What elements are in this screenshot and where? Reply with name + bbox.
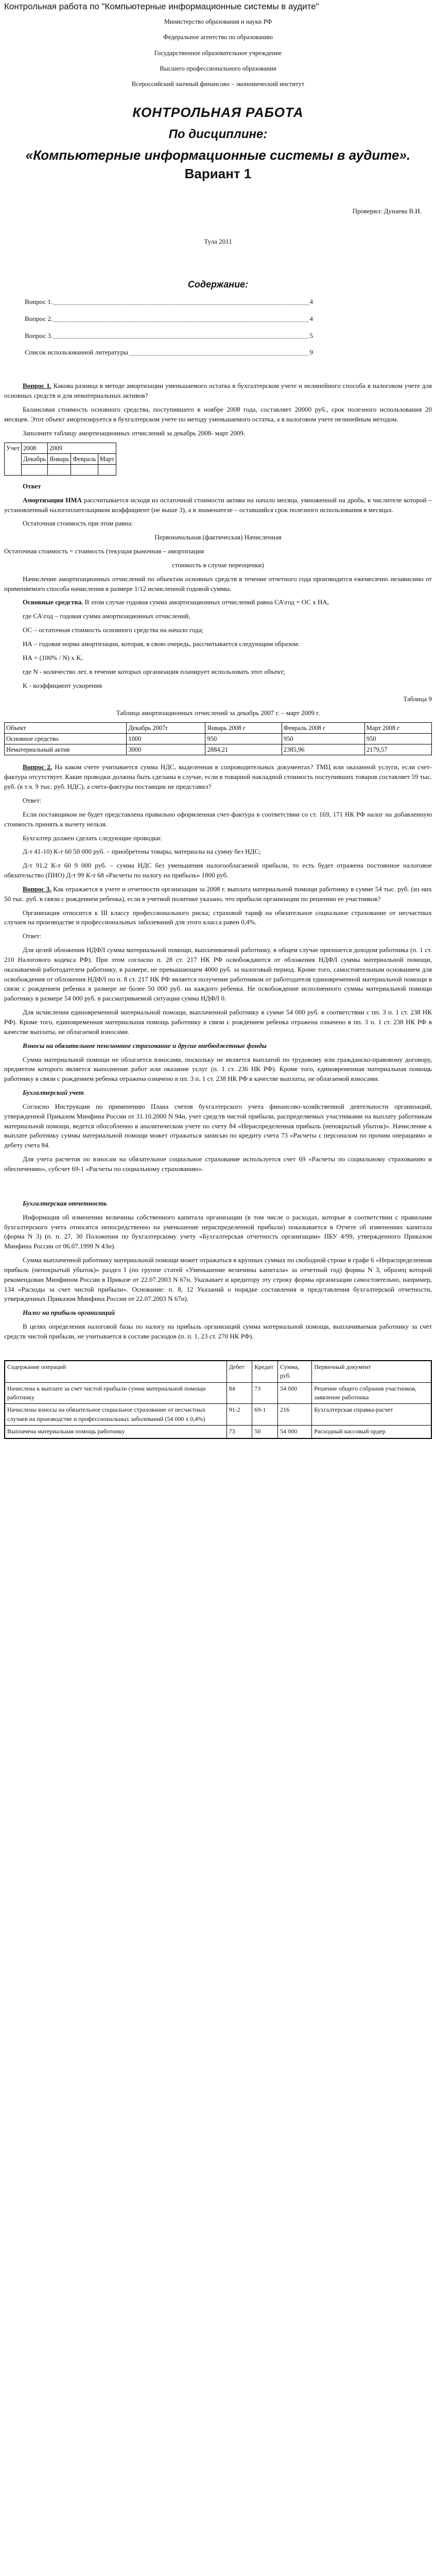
pension-heading: Взносы на обязательное пенсионное страхование и другие внебюджетные фонды	[23, 1041, 267, 1049]
variant-heading: Вариант 1	[184, 166, 252, 182]
charges-paragraph: Начисление амортизационных отчислений по объектам основных средств в течение отчетного года производится ежемесячно независимо от применяемого способа начисления в размере 1/12 исчисленной годовой суммы.	[4, 574, 432, 592]
ministry-line: Министерство образования и науки РФ	[164, 18, 272, 26]
table-side-label: Учет	[5, 443, 22, 475]
table-year: 2009	[48, 443, 116, 453]
toc-item-label: Вопрос 1.	[25, 297, 53, 306]
toc-item[interactable]	[25, 331, 313, 341]
answer-3-paragraph: Информация об изменении величины собственного капитала организации (в том числе о расходах, которые в соответствии с правилами бухгалтерского учета относятся непосредственно на уменьшение нераспределенной прибыли) показывается в Отчете об изменениях капитала (форма N 3) (п. п. 27, 30 Положения по бухгалтерскому учету «Бухгалтерская отчетность организации» ПБУ 4/99, утвержденного Приказом Минфина России от 06.07.1999 N 43н).	[4, 1213, 432, 1250]
question-3-label: Вопрос 3.	[23, 885, 51, 893]
document-title: Контрольная работа по "Компьютерные информационные системы в аудите"	[4, 2, 319, 11]
formula-na: НА = (100% / N) x K,	[23, 653, 83, 662]
question-3-paragraph: Организация относится к III классу профессионального риска; страховой тариф на обязательное социальное страхование от несчастных случаев на производстве и профессиональных заболеваний для этого класса равен 0,4%.	[4, 908, 432, 926]
table-cell: Выплачена материальная помощь работнику	[5, 1426, 226, 1438]
table-cell: 73	[226, 1426, 252, 1438]
table-month: Январь	[48, 453, 71, 464]
table-cell: Бухгалтерская справка-расчет	[312, 1404, 431, 1426]
question-1-table	[4, 443, 116, 476]
toc-dots	[54, 297, 308, 305]
table-cell: 91-2	[226, 1404, 252, 1426]
table-cell: 216	[278, 1404, 312, 1426]
table-cell: 950	[364, 734, 431, 744]
table-cell: Решение общего собрания участников, заявление работника	[312, 1382, 431, 1404]
table-cell: 50	[252, 1426, 278, 1438]
answer-3-paragraph: Для исчисления единовременной материальной помощи, выплаченной работнику в сумме 54 000 руб. в соответствии с пп. 3 п. 1 ст. 238 НК РФ). Кроме того, единовременная материальная помощь работнику в связи с рождением ребенка отражена означено в пп. 3 п. 1 ст. 238 НК РФ в качестве выплаты, не облагаемой взносами.	[4, 1008, 432, 1036]
answer-3-paragraph: Сумма выплаченной работнику материальной помощи может отражаться в крупных суммах по свободной строке в графе 6 «Нераспределенная прибыль (непокрытый убыток)» раздел I (по группе статей «Уменьшение величины капитала» за отчетный год) формы N 3, образец которой рекомендован Минфином России в Приказе от 22.07.2003 N 67н. Указывает и кредитору эту строку формы организации самостоятельно, например, 134 «Расходы за счет чистой прибыли». Основание: п. 8, 12 Указаний о порядке составления и представления бухгалтерской отчетности, утвержденных Приказом Минфина России от 22.07.2003 N 67н).	[4, 1256, 432, 1303]
os-paragraph	[4, 598, 432, 607]
answer-3-paragraph: Согласно Инструкции по применению Плана счетов бухгалтерского учета финансово-хозяйственной деятельности организаций, утвержденной Приказом Минфина России от 31.10.2000 N 94н, учет средств чистой прибыли, распределяемых участниками на выплату работникам материальной помощи, ведется обособленно в аналитическом учете по счету 84 «Нераспределенная прибыль (непокрытый убыток)». Начисление к выплате работнику суммы материальной помощи может отражаться записью по кредиту счета 73 «Расчеты с персоналом по прочим операциям» и дебету счета 84.	[4, 1102, 432, 1149]
where-line: НА – годовая норма амортизации, которая, в свою очередь, рассчитывается следующим образом:	[23, 640, 300, 648]
table-cell: 2179,57	[364, 744, 431, 755]
discipline-label: По дисциплине:	[168, 127, 268, 141]
table-header: Январь 2008 г	[205, 723, 282, 734]
city-year: Тула 2011	[204, 237, 232, 245]
toc-item-page: 4	[309, 314, 313, 323]
table-row	[5, 1426, 431, 1438]
answer-1-label: Ответ	[23, 482, 41, 490]
table-cell: Начислена к выплате за счет чистой прибыли сумма материальной помощи работнику	[5, 1382, 226, 1404]
accounting-entry: Д-т 91.2 К-т 60 9 000 руб. – сумма НДС без уменьшения налогооблагаемой прибыли, то есть будет отражена постоянное налоговое обязательство (ПНО) Д-т 99 К-т 68 «Расчеты по налогу на прибыль» 1800 руб.	[4, 861, 432, 879]
table-header: Март 2008 г	[364, 723, 431, 734]
agency-line: Федеральное агентство по образованию	[163, 33, 273, 41]
table-row	[5, 744, 432, 755]
table-cell: 1000	[127, 734, 205, 744]
table-header: Февраль 2008 г	[282, 723, 364, 734]
answer-2-paragraph: Если поставщиком не будет представлена правильно оформленная счет-фактура в соответствии со ст. 169, 171 НК РФ налог на добавленную стоимость принять к вычету нельзя.	[4, 810, 432, 828]
operations-table	[4, 1360, 432, 1439]
question-1-text: Какова разница в методе амортизации уменьшаемого остатка в бухгалтерском учете и нелинейного способа в налоговом учете для основных средств и для нематериальных активов?	[4, 382, 432, 400]
table-header: Объект	[5, 723, 127, 734]
tax-heading: Налог на прибыль организаций	[23, 1309, 115, 1317]
table-row	[5, 1382, 431, 1404]
accounting-heading: Бухгалтерский учет	[23, 1089, 84, 1097]
toc-dots	[129, 348, 309, 355]
question-2-label: Вопрос 2.	[23, 763, 53, 771]
answer-2-label: Ответ:	[23, 796, 42, 804]
nma-text: рассчитывается исходя из остаточной стоимости актива на начало месяца, умноженной на дробь, в числителе которой – установленный налогоплательщиком коэффициент (не выше 3), а в знаменателе – оставшийся срок полезного использования в месяцах.	[4, 496, 432, 514]
university-line: Всероссийский заочный финансово – экономический институт	[131, 80, 305, 88]
table-cell: 2385,96	[282, 744, 364, 755]
institution-line: Государственное образовательное учреждение	[154, 49, 282, 57]
toc-item-label: Вопрос 3.	[25, 331, 53, 340]
where-line: где СА\год – годовая сумма амортизационных отчислений,	[23, 612, 190, 620]
os-term: Основные средства.	[23, 598, 83, 606]
answer-3-paragraph: В целях определения налоговой базы по налогу на прибыль организаций сумма материальной помощи, выплачиваемая работнику за счет средств чистой прибыли, не учитывается в составе расходов (п. п. 1, 23 ст. 270 НК РФ).	[4, 1323, 432, 1340]
answer-3-label: Ответ:	[23, 932, 42, 940]
answer-3-paragraph: Сумма материальной помощи не облагается взносами, поскольку не является выплатой по трудовому или гражданско-правовому договору, предметом которого является выполнение работ или оказание услуг (п. 1 ст. 236 НК РФ). Кроме того, единовременная материальная помощь работнику в связи с рождением ребенка отражена означено в пп. 3 п. 1 ст. 238 НК РФ в качестве выплаты, не облагаемой взносами.	[4, 1055, 432, 1083]
answer-1-nma	[4, 496, 432, 515]
formula-line-2: стоимость в случае переоценки)	[172, 561, 264, 569]
table-row	[5, 734, 432, 744]
table-cell: Расходный кассовый ордер	[312, 1426, 431, 1438]
question-1-label: Вопрос 1.	[23, 382, 51, 390]
table-month: Декабрь	[22, 453, 48, 464]
table-cell: 950	[205, 734, 282, 744]
answer-3-paragraph: Для учета расчетов по взносам на обязательное социальное страхование используется счет 69 «Расчеты по социальному страхованию и обеспечению», субсчет 69-1 «Расчеты по социальному страхованию».	[4, 1155, 432, 1173]
question-3-text: Как отражается в учете и отчетности организации за 2008 г. выплата материальной помощи работнику в сумме 54 тыс. руб. (из них 50 тыс. руб. в связи с рождением ребенка), если в учетной политике указано, что прибыли организации по решению ее участников?	[4, 885, 432, 903]
table-header: Декабрь 2007г	[127, 723, 205, 734]
answer-3-paragraph: Для целей обложения НДФЛ сумма материальной помощи, выплачиваемой работнику, в общем случае признается доходом работника (п. 1 ст. 210 Налогового кодекса РФ). При этом согласно п. 28 ст. 217 НК РФ освобождаются от обложения НДФЛ суммы материальной помощи, оказываемой работодателем работнику, в размере, не превышающем 4000 руб. за налоговый период. Кроме того, самостоятельным основанием для освобождения от обложения НДФЛ по п. 8 ст. 217 НК РФ является получение работником от работодателя единовременной материальной помощи в связи с рождением ребенка в размере не более 50 000 руб. на каждого ребенка. Не освобождение исполненного суммы материальной помощи работнику в размере 54 000 руб. в рассматриваемой ситуации сумма НДФЛ 0.	[4, 946, 432, 1003]
table-cell: 950	[282, 734, 364, 744]
toc-item[interactable]	[25, 348, 313, 358]
where-line: K - коэффициент ускорения	[23, 681, 102, 689]
question-3	[4, 885, 432, 904]
reporting-heading: Бухгалтерская отчетность	[23, 1199, 107, 1207]
table-cell: 69-1	[252, 1404, 278, 1426]
table-header: Первичный документ	[312, 1361, 431, 1382]
toc-item-label: Список использованной литературы	[25, 348, 128, 357]
table-cell	[71, 464, 98, 475]
toc-item-page: 4	[309, 297, 313, 306]
discipline-name: «Компьютерные информационные системы в аудите».	[25, 147, 411, 163]
checked-by: Проверил: Дунаева В.И.	[352, 207, 422, 215]
table-cell: 3000	[127, 744, 205, 755]
amortization-table	[4, 722, 432, 755]
table-cell	[48, 464, 71, 475]
table-cell	[22, 464, 48, 475]
table-cell: 84	[226, 1382, 252, 1404]
table-header: Дебет	[226, 1361, 252, 1382]
os-text: В этом случае годовая сумма амортизационных отчислений равна СА\год = ОС х НА,	[83, 598, 329, 606]
table-header: Кредит	[252, 1361, 278, 1382]
answer-2-paragraph: Бухгалтер должен сделать следующие проводки:	[23, 834, 162, 842]
table-number: Таблица 9	[403, 695, 432, 703]
question-1	[4, 381, 432, 401]
toc-dots	[54, 314, 308, 322]
question-2	[4, 762, 432, 792]
table-month: Март	[98, 453, 116, 464]
table-caption: Таблица амортизационных отчислений за декабрь 2007 г. – март 2009 г.	[116, 709, 320, 717]
formula-header: Первоначальная (фактическая) Начисленная	[154, 533, 282, 541]
table-year: 2008	[22, 443, 48, 453]
work-heading: КОНТРОЛЬНАЯ РАБОТА	[132, 104, 304, 120]
question-1-task: Заполните таблицу амортизационных отчислений за декабрь 2008- март 2009.	[23, 429, 246, 437]
table-cell	[98, 464, 116, 475]
toc-item-page: 5	[309, 331, 313, 340]
table-header: Содержание операций	[5, 1361, 226, 1382]
accounting-entry: Д-т 41-10) К-т 60 50 000 руб. – приобретены товары, материалы на сумму без НДС;	[23, 848, 261, 856]
table-cell: Нематериальный актив	[5, 744, 127, 755]
toc-title: Содержание:	[187, 279, 249, 290]
formula-line: Остаточная стоимость = стоимость (текущая рыночная – амортизация	[4, 547, 204, 555]
toc-item[interactable]	[25, 314, 313, 324]
toc-item-label: Вопрос 2.	[25, 314, 53, 323]
toc-dots	[54, 331, 308, 339]
toc-item[interactable]	[25, 297, 313, 307]
toc-item-page: 9	[309, 348, 313, 357]
table-cell: 73	[252, 1382, 278, 1404]
education-line: Высшего профессионального образования	[160, 64, 276, 72]
table-cell: 2884,21	[205, 744, 282, 755]
document-page	[0, 1, 436, 2576]
where-line: ОС – остаточная стоимость основного средства на начало года;	[23, 626, 203, 634]
table-row	[5, 1404, 431, 1426]
table-month: Февраль	[71, 453, 98, 464]
nma-term: Амортизация НМА	[23, 496, 82, 504]
table-cell: 54 000	[278, 1382, 312, 1404]
table-cell: 54 000	[278, 1426, 312, 1438]
table-cell: Основное средство	[5, 734, 127, 744]
table-header: Сумма, руб.	[278, 1361, 312, 1382]
question-2-text: На каком счете учитывается сумма НДС, выделенная в сопроводительных документах? ТМЦ или оказанной услуги, если счет-фактура отсутствует. Какие проводки должны быть сделаны в случае, если в товарной накладной стоимость поступивших товаров составляет 59 тыс. руб. (в т.ч. 9 тыс. руб. НДС), а счета-фактуры поставщик не представил?	[4, 763, 432, 791]
formula-label: Остаточная стоимость при этом равна:	[23, 519, 133, 528]
table-cell: Начислены взносы на обязательное социальное страхование от несчастных случаев на производстве и профессиональных заболеваний (54 000 х 0,4%)	[5, 1404, 226, 1426]
question-1-paragraph: Балансовая стоимость основного средства, поступившего в ноябре 2008 года, составляет 20000 руб., срок полезного использования 20 месяцев. Этот объект амортизируется в бухгалтерском учете по методу уменьшаемого остатка, а в налоговом учете нелинейным методом.	[4, 405, 432, 423]
table-of-contents	[25, 297, 313, 358]
where-line: где N - количество лет, в течение которых организация планирует использовать этот объект;	[23, 667, 285, 675]
